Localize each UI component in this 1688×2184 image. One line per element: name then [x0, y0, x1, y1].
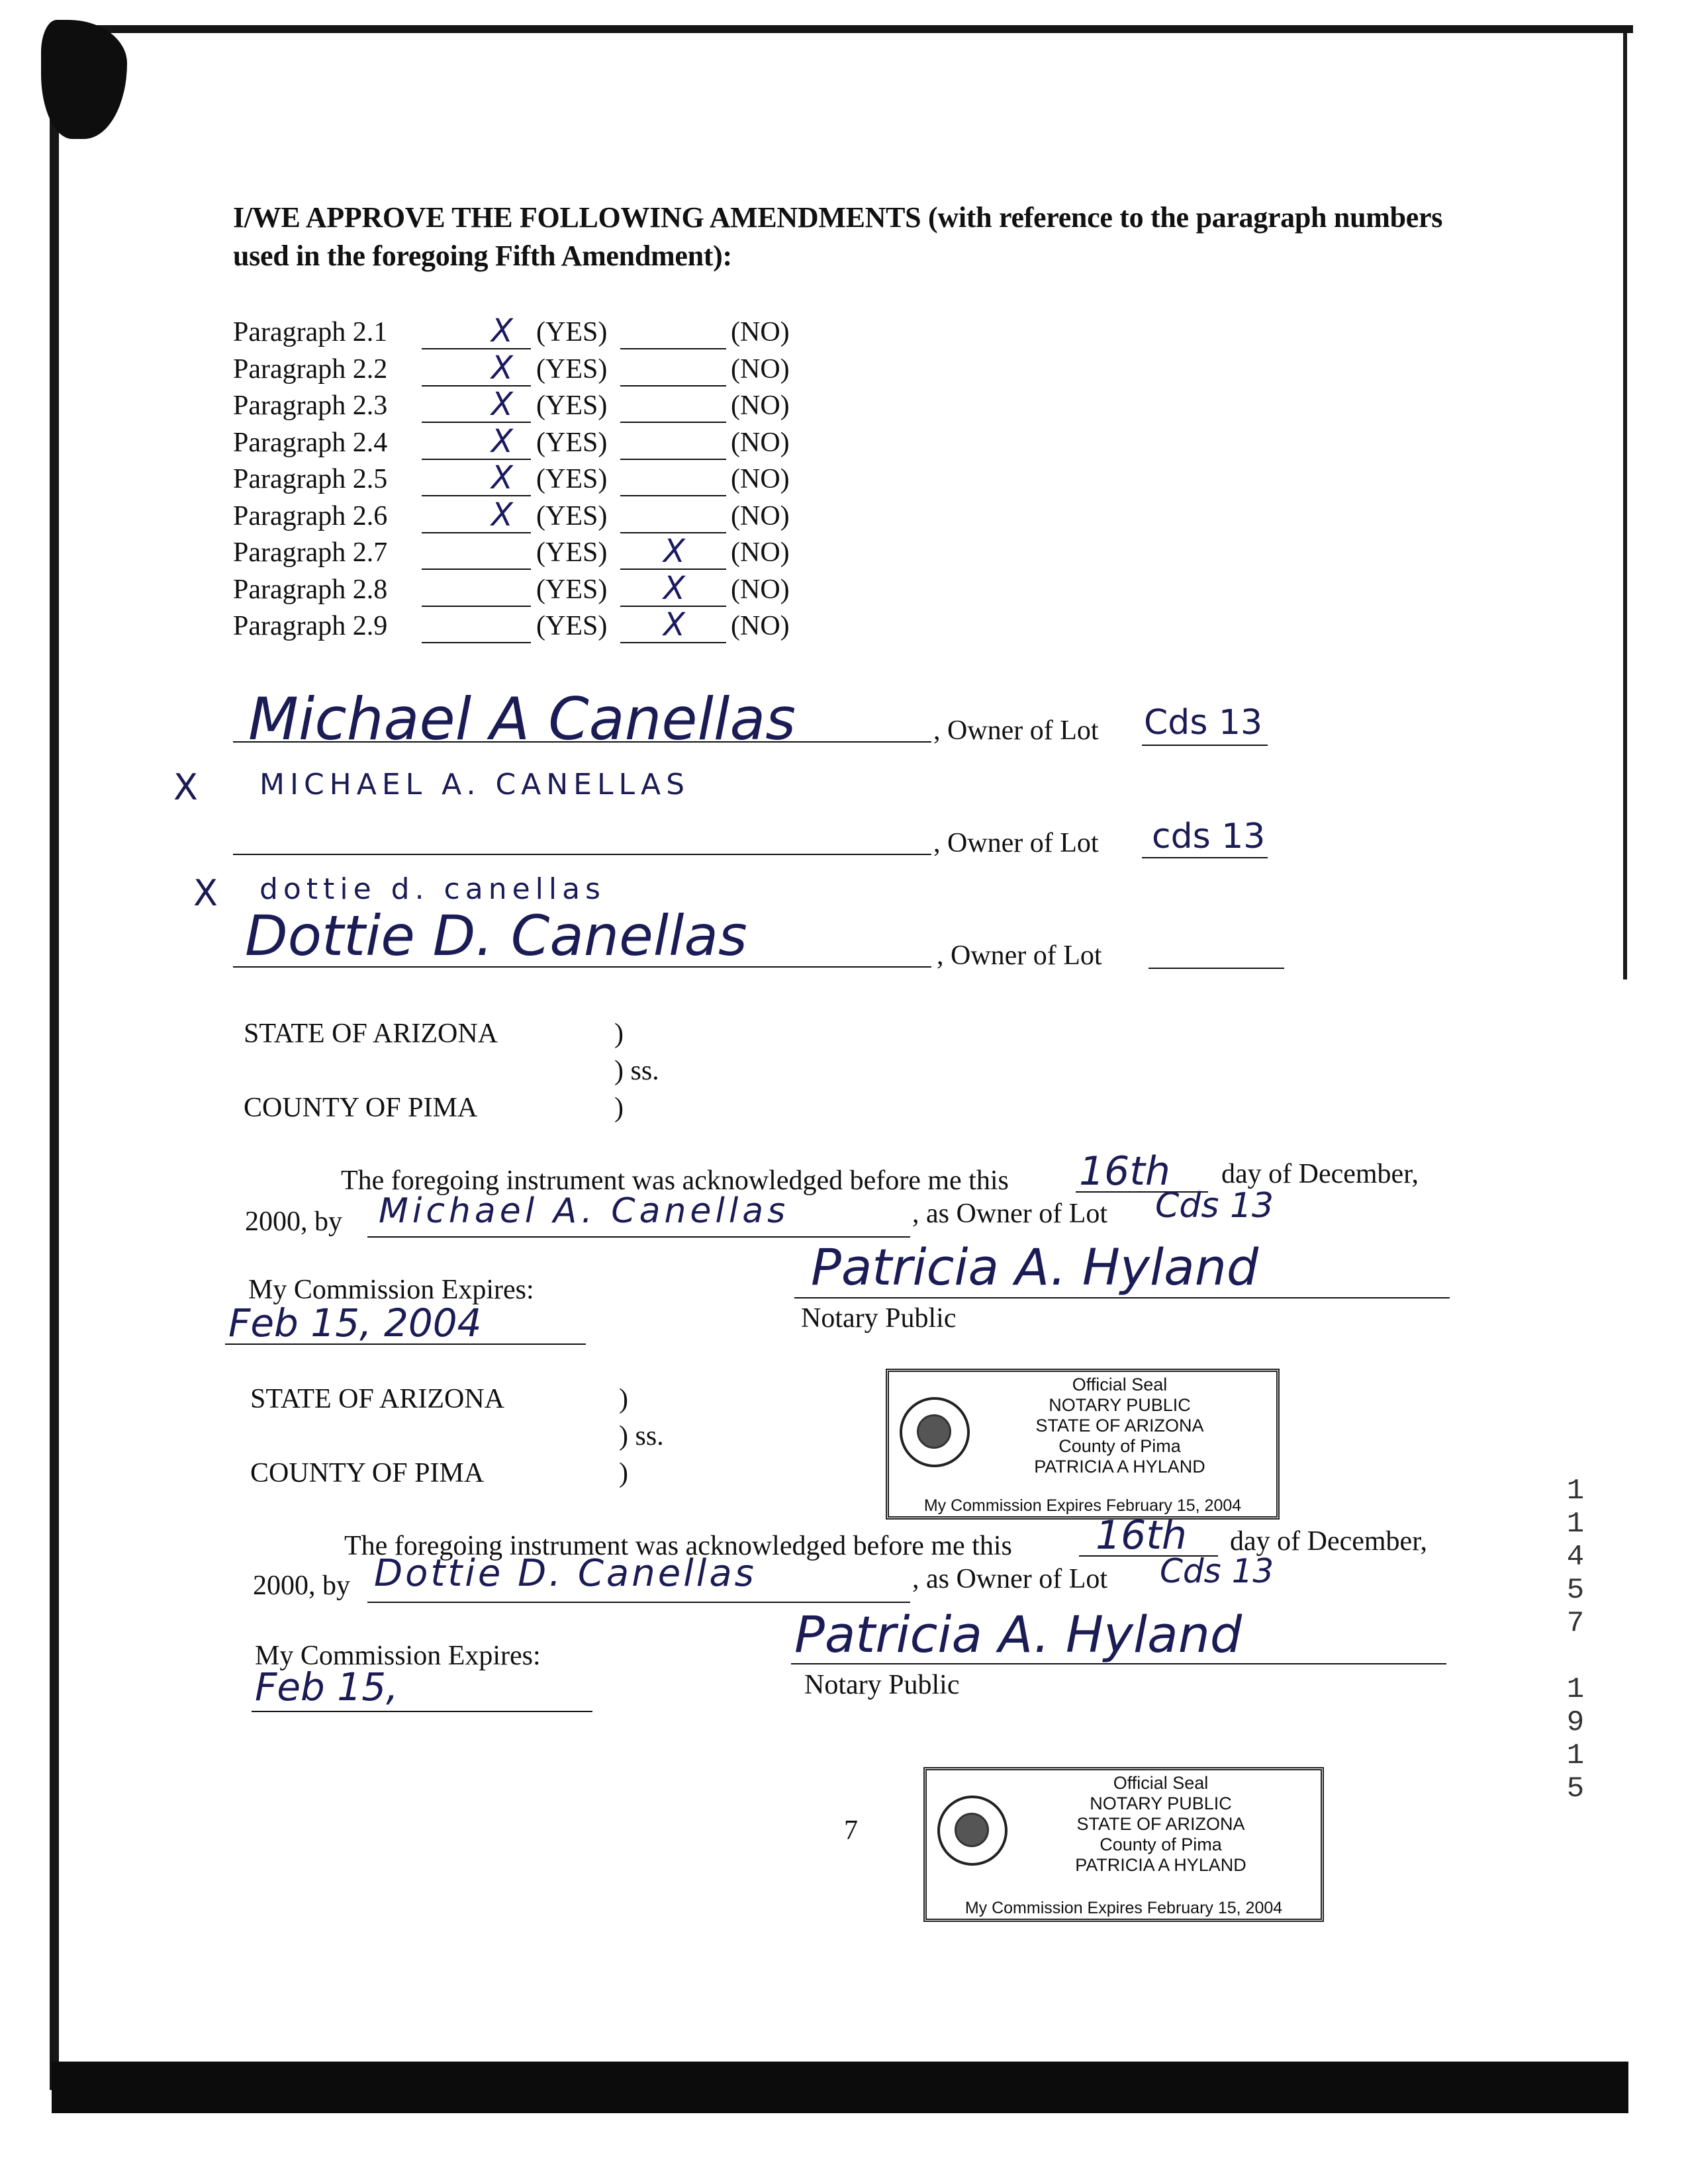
stamp-digit: 9 [1566, 1706, 1585, 1739]
checkmark-x-icon: X [491, 422, 513, 460]
seal-1-line-2: NOTARY PUBLIC [1049, 1395, 1191, 1415]
no-label: (NO) [731, 317, 790, 347]
ack-1-name: Michael A. Canellas [379, 1191, 790, 1231]
amendments-heading: I/WE APPROVE THE FOLLOWING AMENDMENTS (with reference to the paragraph numbers used in the foregoing Fifth Amendment): [233, 201, 1443, 272]
yes-label: (YES) [536, 537, 608, 568]
ack-2-notary-signature: Patricia A. Hyland [794, 1605, 1243, 1664]
ack-1-lot: Cds 13 [1155, 1186, 1274, 1226]
checkmark-x-icon: X [491, 386, 513, 423]
no-label: (NO) [731, 574, 790, 605]
owner-3-signature: Dottie D. Canellas [245, 903, 747, 968]
notary-seal-2 [923, 1767, 1324, 1922]
venue-2-ss: ) ss. [619, 1421, 664, 1451]
scan-border-right [1623, 33, 1627, 979]
no-blank [620, 385, 726, 387]
seal-2-line-5: PATRICIA A HYLAND [1075, 1855, 1246, 1875]
ack-2-as-owner: , as Owner of Lot [912, 1564, 1108, 1594]
no-blank [620, 459, 726, 460]
yes-label: (YES) [536, 390, 608, 421]
seal-2-line-2: NOTARY PUBLIC [1090, 1794, 1232, 1813]
seal-1-line-5: PATRICIA A HYLAND [1034, 1457, 1205, 1477]
no-blank [620, 348, 726, 349]
ack-1-text: The foregoing instrument was acknowledged before me this [341, 1165, 1009, 1196]
yes-blank [422, 348, 531, 349]
ack-1-notary-label: Notary Public [801, 1303, 957, 1334]
stamp-digit: 1 [1566, 1673, 1585, 1706]
yes-blank [422, 422, 531, 423]
ack-1-notary-line [794, 1297, 1450, 1298]
paragraph-label: Paragraph 2.7 [233, 537, 388, 568]
venue-2-paren-2: ) [619, 1458, 628, 1488]
venue-1-state: STATE OF ARIZONA [244, 1019, 498, 1049]
checkmark-x-icon: X [491, 459, 513, 496]
ack-2-year-by: 2000, by [253, 1570, 350, 1601]
recording-number-stamp [1562, 1475, 1589, 1805]
ack-2-commission-label: My Commission Expires: [255, 1641, 541, 1671]
seal-1-line-3: STATE OF ARIZONA [1035, 1416, 1204, 1435]
stamp-digit: 1 [1566, 1475, 1585, 1508]
yes-blank [422, 606, 531, 607]
paragraph-label: Paragraph 2.4 [233, 427, 388, 458]
venue-1-county: COUNTY OF PIMA [244, 1093, 478, 1123]
ack-2-commission-date: Feb 15, [255, 1664, 399, 1709]
yes-label: (YES) [536, 574, 608, 605]
arizona-state-seal-icon [937, 1796, 1008, 1866]
checkmark-x-icon: X [491, 312, 513, 349]
owner-3-lot-label: , Owner of Lot [937, 940, 1102, 971]
stamp-digit: 4 [1566, 1541, 1585, 1574]
paragraph-label: Paragraph 2.9 [233, 611, 388, 641]
owner-1-lot-line [1142, 745, 1268, 746]
venue-2-county: COUNTY OF PIMA [250, 1458, 485, 1488]
ack-2-day: 16th [1096, 1512, 1187, 1559]
owner-2-lot-label: , Owner of Lot [933, 828, 1099, 858]
owner-2-lot: cds 13 [1152, 817, 1266, 856]
yes-blank [422, 532, 531, 533]
paragraph-label: Paragraph 2.2 [233, 353, 388, 385]
ack-1-day: 16th [1079, 1148, 1170, 1195]
yes-label: (YES) [536, 353, 608, 385]
owner-3-lot-line [1149, 968, 1284, 969]
notary-seal-1 [886, 1369, 1280, 1520]
scan-border-left [50, 25, 59, 2090]
checkmark-x-icon: X [491, 496, 513, 533]
owner-2-lot-line [1142, 857, 1268, 858]
scan-border-top [50, 25, 1633, 33]
arizona-state-seal-icon [900, 1397, 970, 1467]
ack-2-notary-line [791, 1663, 1446, 1664]
yes-blank [422, 495, 531, 496]
ack-2-name-line [367, 1602, 910, 1603]
paragraph-label: Paragraph 2.8 [233, 574, 388, 605]
stamp-digit: 1 [1566, 1508, 1585, 1541]
ack-2-name: Dottie D. Canellas [374, 1552, 757, 1595]
yes-label: (YES) [536, 464, 608, 494]
owner-1-lot-label: , Owner of Lot [933, 715, 1099, 746]
scan-corner-blot [41, 20, 127, 139]
no-label: (NO) [731, 611, 790, 641]
ack-2-month: day of December, [1230, 1526, 1427, 1557]
venue-1-paren-1: ) [614, 1019, 624, 1049]
paragraph-label: Paragraph 2.5 [233, 464, 388, 494]
owner-2-signature-line [233, 854, 931, 855]
owner-2-printed-name: dottie d. canellas [259, 872, 606, 906]
scan-border-bottom [52, 2062, 1628, 2113]
no-blank [620, 422, 726, 423]
venue-1-paren-2: ) [614, 1093, 624, 1123]
no-label: (NO) [731, 537, 790, 568]
no-label: (NO) [731, 390, 790, 421]
ack-1-commission-date: Feb 15, 2004 [228, 1300, 482, 1345]
checkmark-x-icon: X [663, 533, 685, 570]
seal-2-line-4: County of Pima [1100, 1835, 1222, 1854]
no-label: (NO) [731, 353, 790, 385]
owner-1-printed-name: MICHAEL A. CANELLAS [259, 768, 690, 801]
owner-1-signature: Michael A Canellas [248, 685, 796, 753]
seal-2-line-3: STATE OF ARIZONA [1076, 1814, 1245, 1834]
ack-1-commission-label: My Commission Expires: [248, 1275, 534, 1305]
ack-1-year-by: 2000, by [245, 1206, 342, 1237]
stamp-digit: 7 [1566, 1607, 1585, 1640]
ack-2-commission-line [252, 1711, 592, 1712]
no-blank [620, 495, 726, 496]
yes-label: (YES) [536, 500, 608, 531]
owner-1-lot: Cds 13 [1144, 703, 1263, 743]
seal-1-line-1: Official Seal [1072, 1375, 1168, 1394]
seal-1-line-4: County of Pima [1058, 1436, 1181, 1456]
yes-blank [422, 642, 531, 643]
venue-2-paren-1: ) [619, 1384, 628, 1414]
ack-2-text: The foregoing instrument was acknowledged before me this [344, 1531, 1012, 1561]
yes-blank [422, 459, 531, 460]
page-number: 7 [844, 1815, 858, 1846]
no-label: (NO) [731, 464, 790, 494]
venue-1-ss: ) ss. [614, 1056, 659, 1086]
stamp-digit: 1 [1566, 1739, 1585, 1772]
ack-2-notary-label: Notary Public [804, 1670, 960, 1700]
stamp-digit [1562, 1640, 1589, 1673]
paragraph-label: Paragraph 2.6 [233, 500, 388, 531]
no-label: (NO) [731, 427, 790, 458]
ack-1-as-owner: , as Owner of Lot [912, 1199, 1108, 1229]
yes-label: (YES) [536, 317, 608, 347]
yes-blank [422, 569, 531, 570]
owner-3-signature-line [233, 966, 931, 968]
ack-1-month: day of December, [1221, 1159, 1419, 1189]
ack-1-commission-line [225, 1343, 586, 1345]
no-label: (NO) [731, 500, 790, 531]
checkmark-x-icon: X [663, 569, 685, 607]
seal-2-line-1: Official Seal [1113, 1773, 1209, 1793]
stamp-digit: 5 [1566, 1574, 1585, 1607]
stamp-digit: 5 [1566, 1772, 1585, 1805]
ack-1-notary-signature: Patricia A. Hyland [811, 1238, 1259, 1297]
paragraph-label: Paragraph 2.1 [233, 317, 388, 347]
yes-label: (YES) [536, 611, 608, 641]
seal-1-expires: My Commission Expires February 15, 2004 [923, 1496, 1242, 1515]
seal-2-expires: My Commission Expires February 15, 2004 [964, 1899, 1283, 1917]
yes-label: (YES) [536, 427, 608, 458]
checkmark-x-icon: X [491, 349, 513, 387]
venue-2-state: STATE OF ARIZONA [250, 1384, 504, 1414]
owner-2-x-mark: X [193, 872, 218, 914]
owner-1-x-mark: X [173, 766, 198, 808]
yes-blank [422, 385, 531, 387]
paragraph-label: Paragraph 2.3 [233, 390, 388, 421]
ack-2-lot: Cds 13 [1160, 1552, 1274, 1590]
checkmark-x-icon: X [663, 606, 685, 643]
